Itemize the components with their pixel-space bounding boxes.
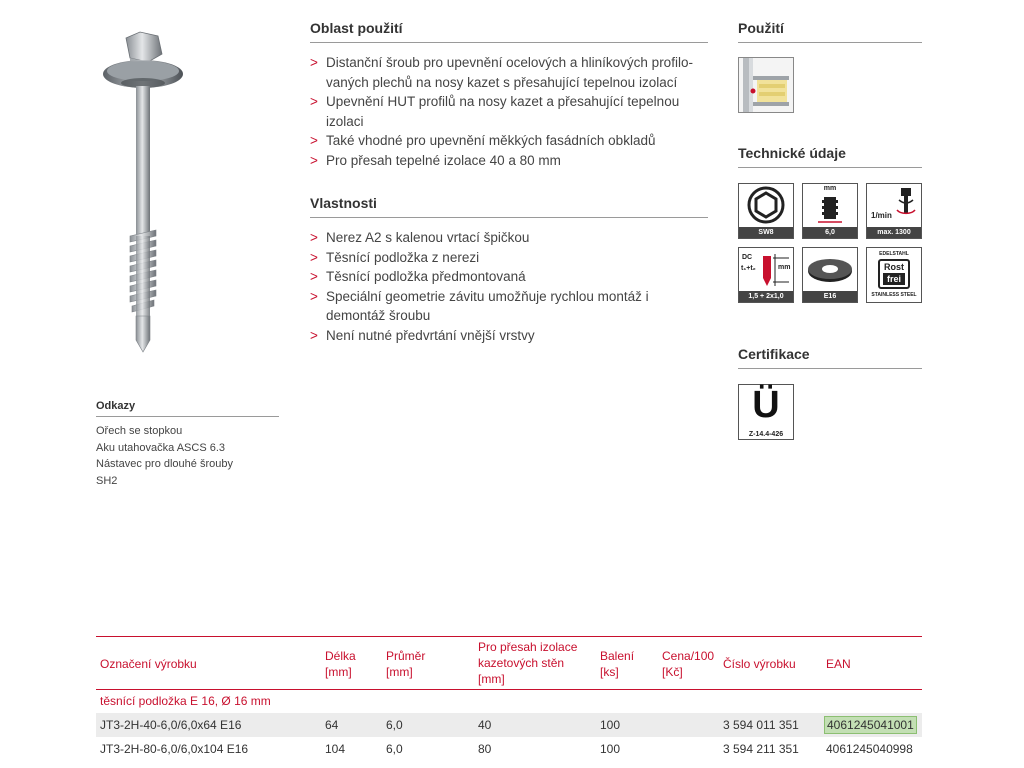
col-header-cislo: Číslo výrobku xyxy=(723,657,796,671)
list-item-text: Speciální geometrie závitu umožňuje rychlou montáž i demontáž šroubu xyxy=(326,288,649,323)
table-row[interactable] xyxy=(96,737,922,761)
rpm-unit: 1/min xyxy=(871,211,892,220)
list-item xyxy=(310,53,708,92)
oblast-list xyxy=(310,53,708,170)
list-item-text: Distanční šroub pro upevnění ocelových a hliníkových profilo-vaných plechů na nosy kazet s přesahující tepelnou izolací xyxy=(326,55,693,90)
col-header-delka: Délka [mm] xyxy=(325,649,356,679)
col-header-prumer: Průměr [mm] xyxy=(386,649,426,679)
list-item xyxy=(310,228,708,248)
cell-presah: 80 xyxy=(478,742,492,756)
product-image xyxy=(96,30,196,360)
list-item xyxy=(310,131,708,151)
bullet-marker: > xyxy=(310,230,318,245)
drill-dc-label: DC xyxy=(742,254,753,261)
cell-oznaceni: JT3-2H-40-6,0/6,0x64 E16 xyxy=(100,718,242,732)
list-item-text: Pro přesah tepelné izolace 40 a 80 mm xyxy=(326,152,561,168)
pouziti-title: Použití xyxy=(738,20,922,43)
odkazy-title: Odkazy xyxy=(96,400,279,417)
col-header-baleni: Balení [ks] xyxy=(600,649,635,679)
drill-t-label: t₁+t₂ xyxy=(741,265,756,272)
hex-drive-icon xyxy=(738,183,794,239)
list-item-text: Těsnící podložka předmontovaná xyxy=(326,269,526,284)
list-item-text: Upevnění HUT profilů na nosy kazet a přesahující tepelnou izolaci xyxy=(326,94,680,129)
cell-prumer: 6,0 xyxy=(386,718,403,732)
table-header-rule xyxy=(96,689,922,690)
certifikace-title: Certifikace xyxy=(738,346,922,369)
drill-capacity-icon xyxy=(738,247,794,303)
table-group-label: těsnící podložka E 16, Ø 16 mm xyxy=(100,694,271,708)
odkazy-item[interactable]: Aku utahovačka ASCS 6.3 xyxy=(96,441,226,454)
hex-drive-caption: SW8 xyxy=(739,227,793,238)
vlastnosti-section xyxy=(310,195,708,345)
table-top-rule xyxy=(96,636,922,637)
diameter-caption: 6,0 xyxy=(803,227,857,238)
bullet-marker: > xyxy=(310,133,318,148)
list-item xyxy=(310,326,708,346)
cell-oznaceni: JT3-2H-80-6,0/6,0x104 E16 xyxy=(100,742,249,756)
technicke-section xyxy=(738,145,922,168)
washer-icon xyxy=(802,247,858,303)
list-item xyxy=(310,267,708,287)
rost-text: Rost xyxy=(884,262,904,272)
technicke-title: Technické údaje xyxy=(738,145,922,168)
vlastnosti-title: Vlastnosti xyxy=(310,195,708,218)
washer-caption: E16 xyxy=(803,291,857,302)
oblast-section xyxy=(310,20,708,170)
cell-ean[interactable] xyxy=(824,713,917,737)
cell-ean: 4061245040998 xyxy=(826,742,913,756)
cell-cislo: 3 594 011 351 xyxy=(723,718,799,732)
cell-presah: 40 xyxy=(478,718,492,732)
odkazy-section xyxy=(96,400,279,489)
list-item-text: Těsnící podložka z nerezi xyxy=(326,249,480,265)
list-item xyxy=(310,151,708,171)
col-header-presah: Pro přesah izolace kazetových stěn [mm] xyxy=(478,640,578,686)
list-item xyxy=(310,287,660,326)
oblast-title: Oblast použití xyxy=(310,20,708,43)
certification-mark: Ü xyxy=(752,384,780,426)
application-illustration xyxy=(738,57,794,113)
certification-icon xyxy=(738,384,794,440)
pouziti-section xyxy=(738,20,922,43)
drill-unit: mm xyxy=(778,264,791,271)
bullet-marker: > xyxy=(310,269,318,284)
bullet-marker: > xyxy=(310,327,318,343)
bullet-marker: > xyxy=(310,94,318,109)
bullet-marker: > xyxy=(310,55,318,70)
col-header-ean: EAN xyxy=(826,657,851,671)
cell-baleni: 100 xyxy=(600,742,621,756)
odkazy-list xyxy=(96,423,279,489)
frei-text: frei xyxy=(883,273,905,285)
certification-caption: Z-14.4-426 xyxy=(748,431,784,438)
rpm-icon xyxy=(866,183,922,239)
list-item xyxy=(310,248,708,268)
list-item-text: Také vhodné pro upevnění měkkých fasádních obkladů xyxy=(326,133,656,148)
table-row[interactable] xyxy=(96,713,922,737)
drill-capacity-caption: 1,5 + 2x1,0 xyxy=(739,291,793,302)
list-item-text: Nerez A2 s kalenou vrtací špičkou xyxy=(326,230,530,245)
certifikace-section xyxy=(738,346,922,369)
bullet-marker: > xyxy=(310,249,318,265)
rost-frei-badge xyxy=(878,259,910,289)
diameter-unit: mm xyxy=(823,185,837,192)
stainless-top-text: EDELSTAHL xyxy=(879,251,909,257)
stainless-bottom-text: STAINLESS STEEL xyxy=(871,292,917,298)
cell-prumer: 6,0 xyxy=(386,742,403,756)
rpm-caption: max. 1300 xyxy=(867,227,921,238)
cell-baleni: 100 xyxy=(600,718,621,732)
ean-highlight[interactable]: 4061245041001 xyxy=(824,716,917,734)
odkazy-item[interactable]: Ořech se stopkou xyxy=(96,425,183,437)
diameter-icon xyxy=(802,183,858,239)
odkazy-item[interactable]: SH2 xyxy=(96,474,118,487)
col-header-cena: Cena/100 [Kč] xyxy=(662,649,715,679)
col-header-oznaceni: Označení výrobku xyxy=(100,657,197,671)
cell-delka: 104 xyxy=(325,742,346,756)
cell-delka: 64 xyxy=(325,718,339,732)
cell-cislo: 3 594 211 351 xyxy=(723,742,799,756)
bullet-marker: > xyxy=(310,152,318,168)
list-item xyxy=(310,92,708,131)
bullet-marker: > xyxy=(310,288,318,304)
vlastnosti-list xyxy=(310,228,708,345)
stainless-steel-icon xyxy=(866,247,922,303)
list-item-text: Není nutné předvrtání vnější vrstvy xyxy=(326,327,535,343)
odkazy-item[interactable]: Nástavec pro dlouhé šrouby xyxy=(96,458,233,470)
